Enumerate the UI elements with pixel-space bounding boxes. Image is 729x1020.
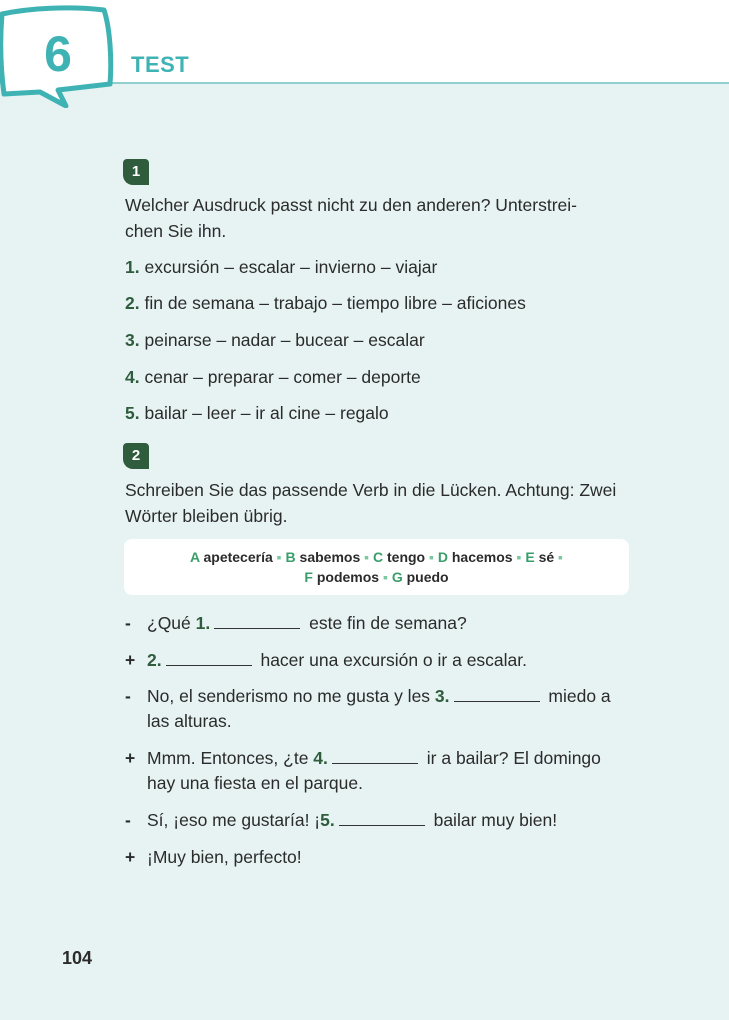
dialogue-line: - ¿Qué 1. este fin de semana? bbox=[125, 613, 467, 633]
dialogue-line: + ¡Muy bien, perfecto! bbox=[125, 847, 302, 867]
blank-input[interactable] bbox=[332, 749, 418, 764]
word-bank bbox=[124, 539, 629, 595]
blank-input[interactable] bbox=[339, 811, 425, 826]
blank-input[interactable] bbox=[166, 651, 252, 666]
word-bank-line: A apetecería ▪ B sabemos ▪ C tengo ▪ D hacemos ▪ E sé ▪ bbox=[190, 549, 563, 565]
exercise-1-item: 4. cenar – preparar – comer – deporte bbox=[125, 367, 421, 387]
page-title: TEST bbox=[131, 52, 190, 77]
word-bank-line: F podemos ▪ G puedo bbox=[304, 569, 449, 585]
exercise-1-item: 2. fin de semana – trabajo – tiempo libre – aficiones bbox=[125, 293, 526, 313]
page-number: 104 bbox=[62, 948, 93, 968]
dialogue-line: - No, el senderismo no me gusta y les 3. miedo a las alturas. bbox=[125, 686, 611, 731]
exercise-2-badge: 2 bbox=[123, 443, 149, 469]
exercise-1-item: 3. peinarse – nadar – bucear – escalar bbox=[125, 330, 425, 350]
exercise-2-instruction: Schreiben Sie das passende Verb in die Lücken. Achtung: Zwei Wörter bleiben übrig. bbox=[125, 480, 617, 526]
chapter-number: 6 bbox=[44, 26, 72, 82]
exercise-1-badge: 1 bbox=[123, 159, 149, 185]
blank-input[interactable] bbox=[214, 614, 300, 629]
blank-input[interactable] bbox=[454, 687, 540, 702]
exercise-1-item: 1. excursión – escalar – invierno – viajar bbox=[125, 257, 438, 277]
exercise-1-instruction: Welcher Ausdruck passt nicht zu den anderen? Unterstrei- chen Sie ihn. bbox=[125, 195, 577, 241]
dialogue-line: - Sí, ¡eso me gustaría! ¡5. bailar muy bien! bbox=[125, 810, 558, 830]
dialogue-line: + 2. hacer una excursión o ir a escalar. bbox=[125, 650, 528, 670]
exercise-1-item: 5. bailar – leer – ir al cine – regalo bbox=[125, 403, 389, 423]
dialogue-line: + Mmm. Entonces, ¿te 4. ir a bailar? El domingo hay una fiesta en el parque. bbox=[125, 748, 601, 793]
